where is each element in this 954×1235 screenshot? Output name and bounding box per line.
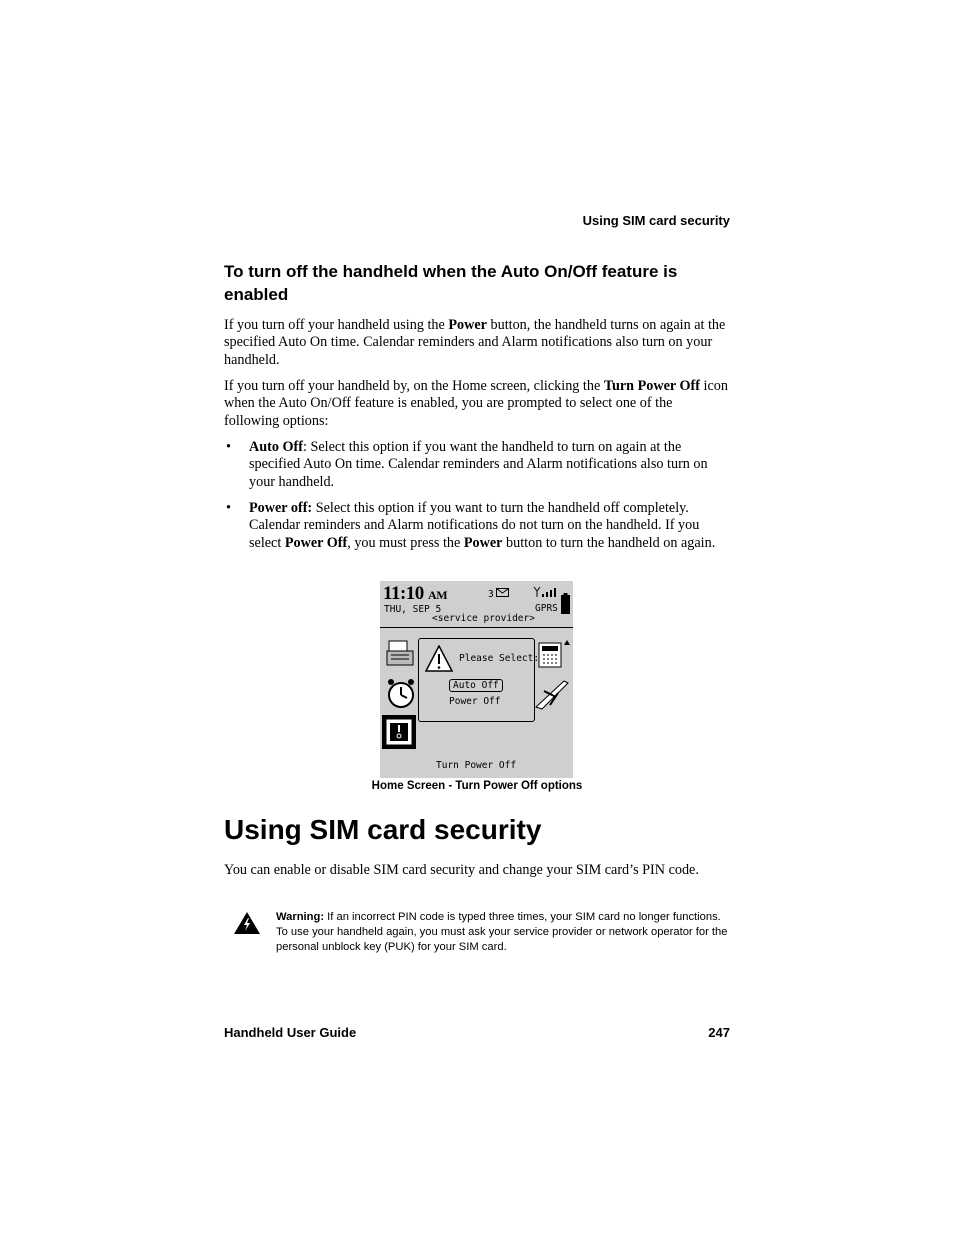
power-off-icon[interactable] [385, 718, 413, 746]
page-number: 247 [708, 1025, 730, 1040]
screen-network: GPRS [535, 603, 558, 614]
bullet-auto-off: • Auto Off: Select this option if you want the handheld to turn on again at the specified Auto On time. Calendar reminders and Alarm notifications also turn on your handheld. [226, 439, 708, 490]
envelope-icon [496, 588, 510, 598]
alarm-clock-icon [386, 677, 416, 711]
running-header: Using SIM card security [582, 213, 730, 228]
bullet-power-off: • Power off: Select this option if you want to turn the handheld off completely. Calendar reminders and Alarm notifications do not turn on the handheld. If you select Power Off, you must press the Power button to turn the handheld on again. [226, 500, 716, 551]
warning-icon [234, 912, 260, 934]
calculator-icon [537, 639, 570, 669]
battery-icon [561, 593, 570, 614]
header-divider [380, 627, 573, 628]
paragraph-turn-power-off-icon: If you turn off your handheld by, on the Home screen, clicking the Turn Power Off icon when the Auto On/Off feature is enabled, you are prompted to select one of the following options: [224, 378, 728, 429]
footer-guide-title: Handheld User Guide [224, 1025, 357, 1040]
dialog-title: Please Select: [459, 653, 540, 664]
section-title: Using SIM card security [224, 814, 542, 845]
messages-inbox-icon [385, 639, 417, 671]
screen-date: THU, SEP 5 [384, 604, 442, 615]
airplane-icon [534, 677, 570, 711]
bullet-marker: • [226, 439, 231, 455]
warning-triangle-icon [425, 645, 453, 672]
paragraph-power-button: If you turn off your handheld using the Power button, the handheld turns on again at the specified Auto On time. Calendar reminders and Alarm notifications also turn on your handheld. [224, 317, 726, 368]
screen-provider: <service provider> [432, 613, 535, 624]
power-off-option[interactable]: Power Off [449, 696, 501, 707]
home-screen-screenshot [380, 581, 573, 778]
warning-note: Warning: If an incorrect PIN code is typed three times, your SIM card no longer functions. To use your handheld again, you must ask your service provider or network operator for the personal unblock key (PUK) for your SIM card. [276, 911, 728, 953]
screen-clock: 11:10 AM [383, 583, 448, 604]
signal-strength-icon [533, 586, 559, 598]
screen-status-label: Turn Power Off [436, 760, 517, 771]
figure-caption: Home Screen - Turn Power Off options [371, 780, 583, 792]
bullet-marker: • [226, 500, 231, 516]
subheading: To turn off the handheld when the Auto On/Off feature is enabled [224, 262, 678, 304]
auto-off-option[interactable]: Auto Off [449, 679, 503, 692]
section-paragraph: You can enable or disable SIM card security and change your SIM card’s PIN code. [224, 862, 699, 878]
screen-message-count: 3 [488, 589, 494, 600]
